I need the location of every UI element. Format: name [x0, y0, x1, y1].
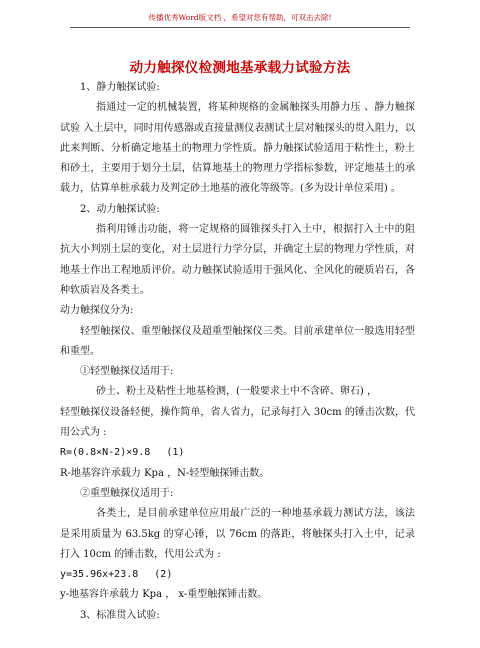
- formula-2: [60, 565, 415, 585]
- section-2-paragraph: 指利用锤击功能，将一定规格的圆锥探头打入土中，根据打入土中的阻抗大小判别土层的变化，对土层进行力学分层，并确定土层的物理力学性质，对地基土作出工程地质评价。动力触探试验适用于强风化、全风化的硬质岩石，各种软质岩及各类土。: [60, 224, 415, 296]
- document-title: 动力触探仪检测地基承载力试验方法: [129, 60, 351, 76]
- formula-1-expression: R=(0.8×N-2)×9.8: [60, 447, 151, 459]
- header-note: 传播优秀Word版文档 ，希望对您有帮助，可双击去除!: [148, 13, 332, 22]
- light-probe-legend: R-地基容许承载力 Kpa ，N-轻型触探锤击数。: [60, 467, 270, 479]
- document-body: [60, 78, 415, 626]
- light-probe-paragraph: 轻型触探仪设备轻便，操作简单，省人省力，记录每打入 30cm 的锤击次数，代用公式为 :: [60, 406, 415, 439]
- heavy-probe-heading: ②重型触探仪适用于:: [80, 487, 174, 499]
- light-probe-scope: 砂土、粉土及粘性土地基检测，(一般要求土中不含碎、卵石) ，: [96, 386, 377, 398]
- classification-paragraph: 轻型触探仪、重型触探仪及超重型触探仪三类。目前承建单位一般选用轻型和重型。: [60, 325, 415, 357]
- section-3-heading: 3、标准贯入试验:: [80, 609, 160, 621]
- formula-2-number: (2): [154, 569, 173, 581]
- heavy-probe-legend: y-地基容许承载力 Kpa ， x-重型触探锤击数。: [60, 589, 268, 601]
- formula-2-expression: y=35.96x+23.8: [60, 569, 139, 581]
- header-divider: [70, 27, 410, 28]
- section-1-heading: 1、静力触探试验:: [80, 82, 160, 93]
- light-probe-heading: ①轻型触探仪适用于:: [80, 366, 174, 378]
- formula-1-number: (1): [166, 447, 185, 459]
- classification-heading: 动力触探仪分为:: [60, 305, 134, 317]
- section-2-heading: 2、动力触探试验:: [80, 203, 160, 215]
- section-1-paragraph: 指通过一定的机械装置，将某种规格的金属触探头用静力压 、静力触探试验 入土层中，同时用传感器或直接量测仪表测试土层对触探头的贯入阻力，以此来判断、分析确定地基土的物理力学性质。静力触探试验适用于粘性土，粉土和砂土，主要用于划分土层，估算地基土的物理力学指标参数，评定地基土的承载力，估算单桩承载力及判定砂土地基的液化等级等。(多为设计单位采用) 。: [60, 102, 415, 195]
- formula-1: [60, 443, 415, 463]
- heavy-probe-paragraph: 各类土，是目前承建单位应用最广泛的一种地基承载力测试方法，该法是采用质量为 63.5kg 的穿心锤，以 76cm 的落距，将触探头打入土中，记录打入 10cm 的锤击数，代用公式为 :: [60, 508, 415, 560]
